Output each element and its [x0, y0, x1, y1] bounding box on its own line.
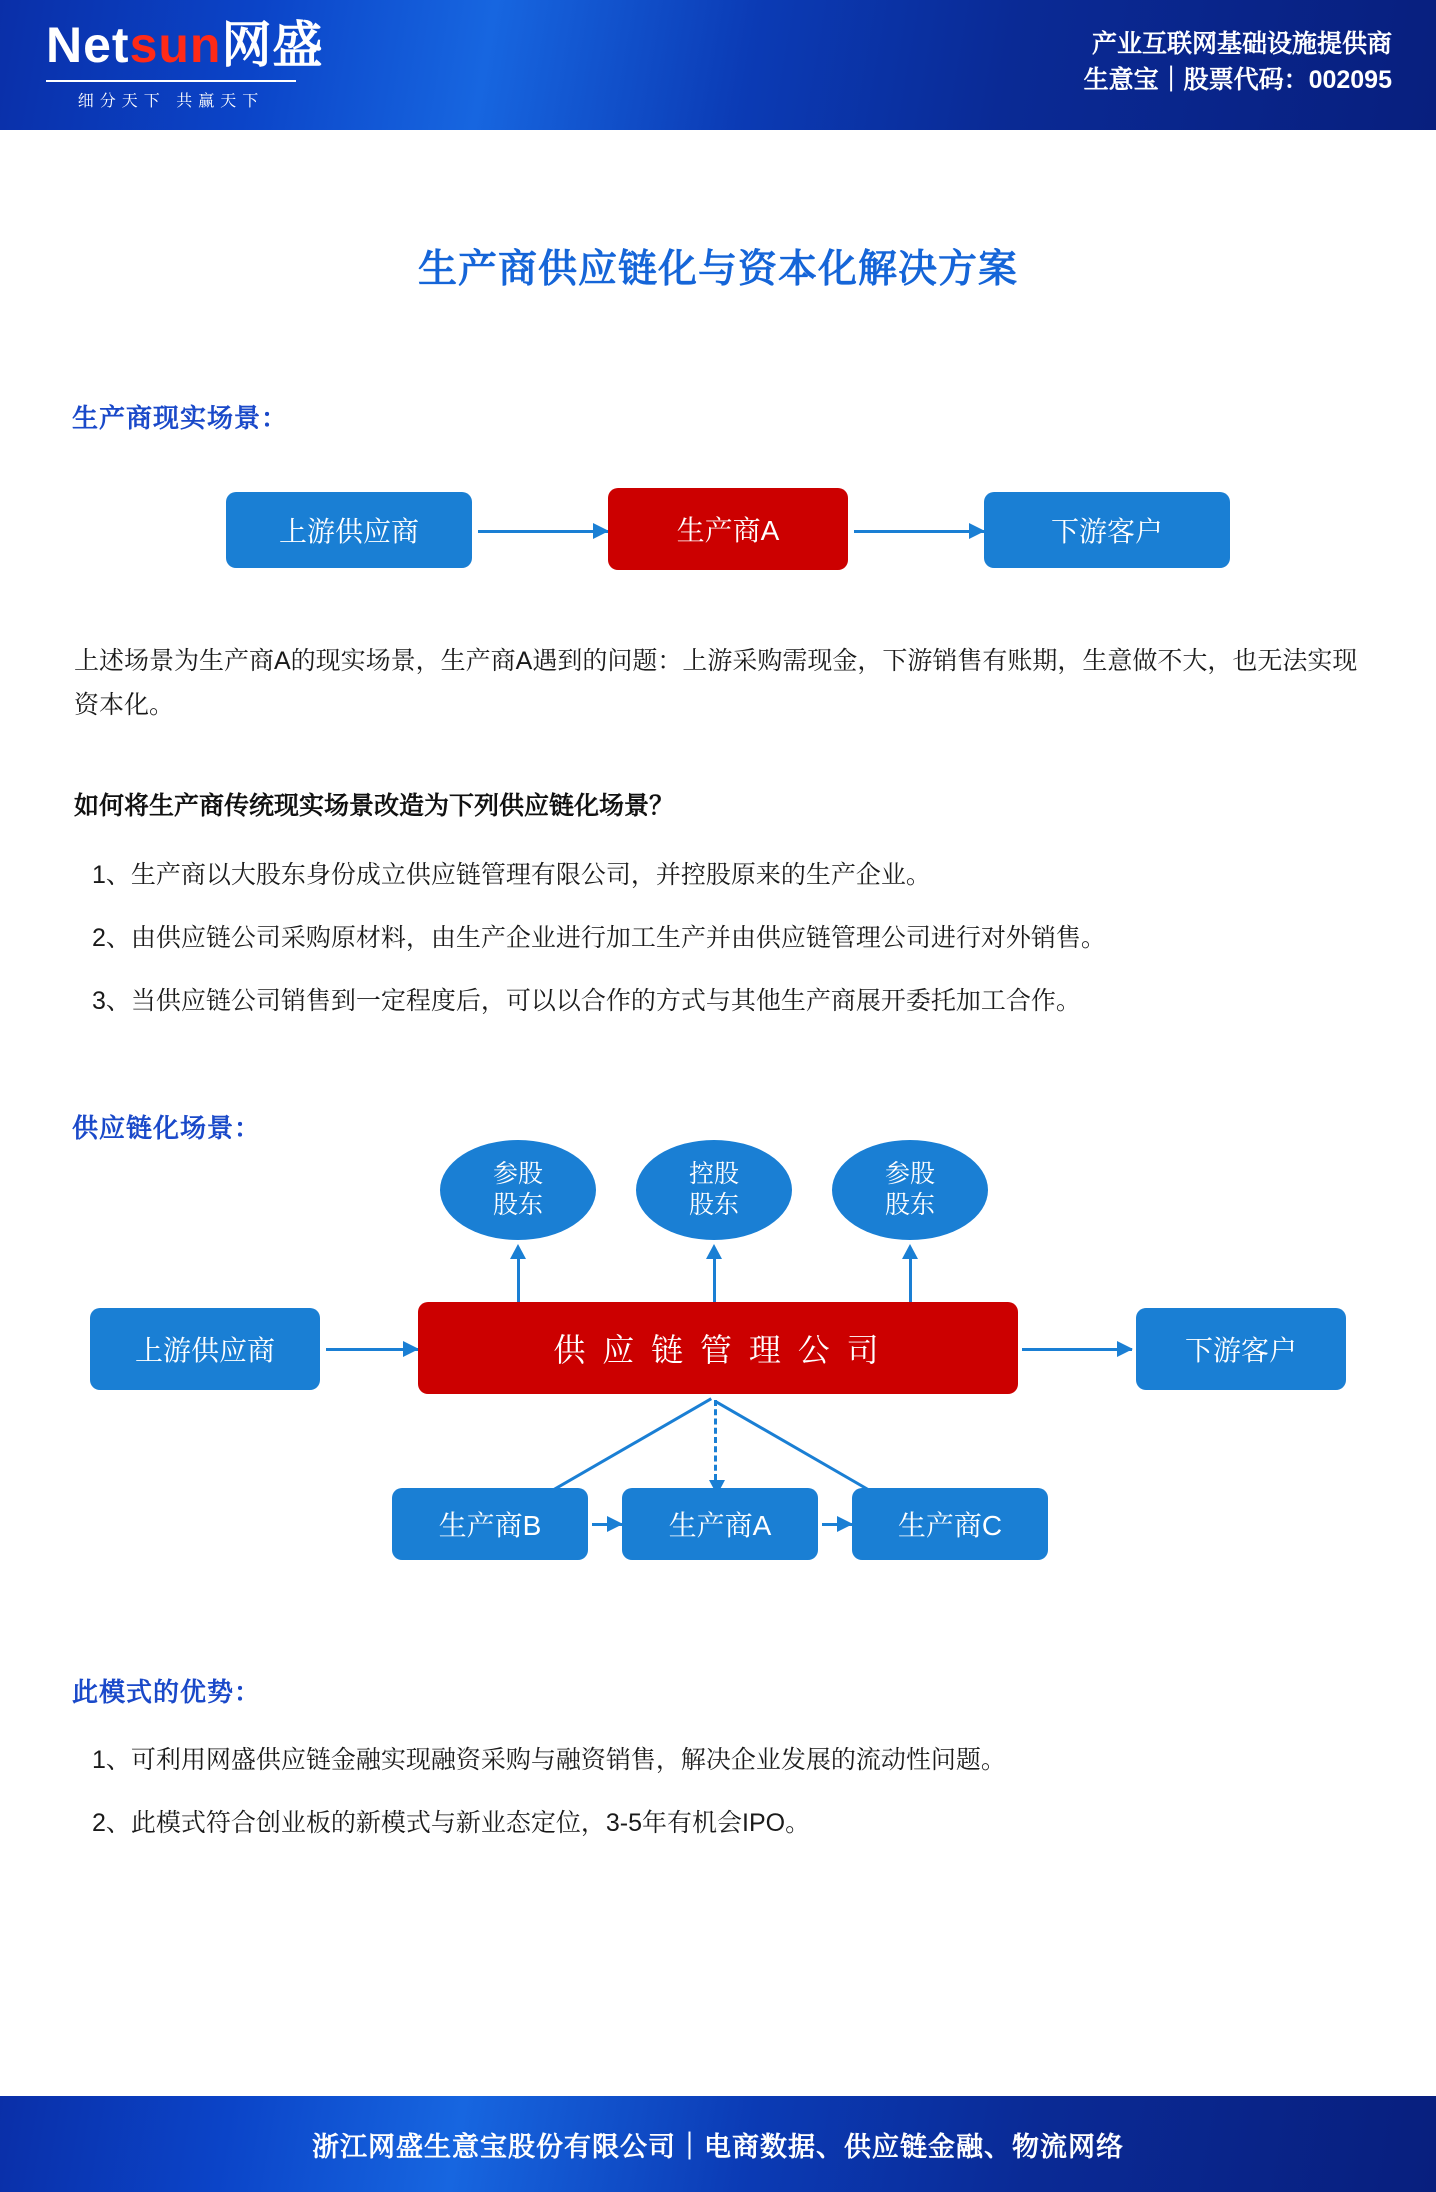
logo-chinese-text: 网盛 — [221, 17, 324, 73]
node-downstream-customer-1: 下游客户 — [984, 492, 1230, 568]
arrow-maker-a-to-maker-c — [822, 1523, 852, 1526]
logo-sun-text: sun — [129, 17, 222, 73]
logo-text — [46, 17, 324, 73]
node-manufacturer-b: 生产商B — [392, 1488, 588, 1560]
node-manufacturer-a-2: 生产商A — [622, 1488, 818, 1560]
section-label-advantages: 此模式的优势： — [72, 1677, 262, 1707]
arrow-center-to-downstream — [1022, 1348, 1132, 1351]
node-upstream-supplier-2: 上游供应商 — [90, 1308, 320, 1390]
arrow-manufacturer-to-downstream — [854, 530, 984, 533]
list-item: 1、生产商以大股东身份成立供应链管理有限公司，并控股原来的生产企业。 — [92, 861, 931, 889]
header-tagline-line1: 产业互联网基础设施提供商 — [1091, 30, 1392, 58]
list-item: 3、当供应链公司销售到一定程度后，可以以合作的方式与其他生产商展开委托加工合作。 — [92, 987, 1081, 1015]
arrow-upstream-to-manufacturer — [478, 530, 608, 533]
transformation-question: 如何将生产商传统现实场景改造为下列供应链化场景？ — [74, 792, 675, 820]
logo-net-text: Net — [46, 17, 130, 73]
page-title: 生产商供应链化与资本化解决方案 — [417, 248, 1018, 291]
arrow-upstream-to-center — [326, 1348, 418, 1351]
node-shareholder-controlling — [636, 1140, 792, 1240]
shareholder-left-line2: 股东 — [492, 1191, 543, 1219]
node-manufacturer-a-1: 生产商A — [608, 488, 848, 570]
header-tagline-line2: 生意宝｜股票代码：002095 — [1083, 66, 1392, 95]
list-item: 1、可利用网盛供应链金融实现融资采购与融资销售，解决企业发展的流动性问题。 — [92, 1746, 1006, 1774]
node-downstream-customer-2: 下游客户 — [1136, 1308, 1346, 1390]
arrow-maker-b-to-maker-a — [592, 1523, 622, 1526]
shareholder-left-line1: 参股 — [492, 1159, 543, 1188]
page-header — [0, 0, 1436, 130]
arrow-center-to-maker-a-dashed — [714, 1400, 717, 1480]
brand-logo — [46, 17, 324, 111]
node-manufacturer-c: 生产商C — [852, 1488, 1048, 1560]
shareholder-right-line1: 参股 — [884, 1159, 935, 1188]
scenario-description-paragraph: 上述场景为生产商A的现实场景，生产商A遇到的问题：上游采购需现金，下游销售有账期，生意做不大，也无法实现资本化。 — [74, 647, 1358, 719]
node-shareholder-minority-left — [440, 1140, 596, 1240]
shareholder-mid-line1: 控股 — [688, 1159, 739, 1188]
footer-text: 浙江网盛生意宝股份有限公司｜电商数据、供应链金融、物流网络 — [312, 2131, 1124, 2162]
section-label-supplychain-scenario: 供应链化场景： — [72, 1113, 262, 1143]
page-footer — [0, 2096, 1436, 2192]
node-upstream-supplier-1: 上游供应商 — [226, 492, 472, 568]
node-supplychain-management-company: 供 应 链 管 理 公 司 — [418, 1302, 1018, 1394]
list-item: 2、此模式符合创业板的新模式与新业态定位，3-5年有机会IPO。 — [92, 1809, 811, 1837]
shareholder-right-line2: 股东 — [884, 1191, 935, 1219]
header-tagline — [1084, 26, 1392, 99]
logo-slogan: 细分天下 共赢天下 — [46, 80, 296, 111]
section-label-current-scenario: 生产商现实场景： — [72, 403, 289, 433]
node-shareholder-minority-right — [832, 1140, 988, 1240]
shareholder-mid-line2: 股东 — [688, 1191, 739, 1219]
list-item: 2、由供应链公司采购原材料，由生产企业进行加工生产并由供应链管理公司进行对外销售。 — [92, 924, 1106, 952]
